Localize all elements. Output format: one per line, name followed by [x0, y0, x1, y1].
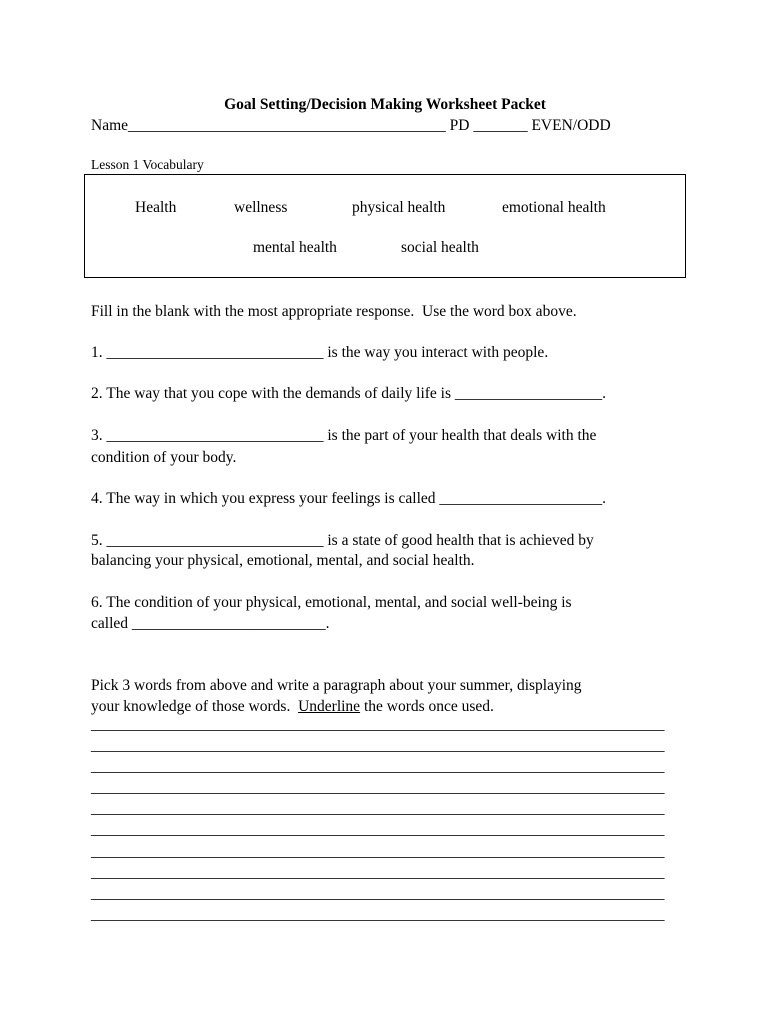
- paragraph-prompt-line-1: Pick 3 words from above and write a paragraph about your summer, displaying: [91, 677, 582, 694]
- writing-line: __________________________________________________________________________: [91, 737, 665, 754]
- writing-line: __________________________________________________________________________: [91, 779, 665, 796]
- prompt-text-before: your knowledge of those words.: [91, 698, 299, 715]
- question-5-line-1: 5. ____________________________ is a state of good health that is achieved by: [91, 532, 594, 549]
- question-2: 2. The way that you cope with the demands of daily life is ___________________.: [91, 385, 607, 402]
- vocab-word-emotional-health: emotional health: [502, 199, 606, 216]
- question-3-line-2: condition of your body.: [91, 449, 237, 466]
- question-3-line-1: 3. ____________________________ is the part of your health that deals with the: [91, 427, 597, 444]
- question-4: 4. The way in which you express your feelings is called _____________________.: [91, 490, 607, 507]
- question-6-line-1: 6. The condition of your physical, emotional, mental, and social well-being is: [91, 594, 572, 611]
- writing-line: __________________________________________________________________________: [91, 821, 665, 838]
- question-6-line-2: called _________________________.: [91, 615, 330, 632]
- vocab-word-social-health: social health: [401, 239, 479, 256]
- prompt-text-after: the words once used.: [360, 698, 494, 715]
- lesson-label: Lesson 1 Vocabulary: [91, 157, 204, 172]
- writing-line: __________________________________________________________________________: [91, 758, 665, 775]
- name-period-line: Name_________________________________________ PD _______ EVEN/ODD: [91, 117, 611, 134]
- underline-word: Underline: [298, 698, 361, 715]
- vocab-word-health: Health: [135, 199, 177, 216]
- vocab-word-physical-health: physical health: [352, 199, 446, 216]
- writing-line: __________________________________________________________________________: [91, 800, 665, 817]
- writing-line: __________________________________________________________________________: [91, 843, 665, 860]
- vocab-word-wellness: wellness: [234, 199, 288, 216]
- writing-line: __________________________________________________________________________: [91, 716, 665, 733]
- writing-line: __________________________________________________________________________: [91, 864, 665, 881]
- vocabulary-word-box: [84, 174, 686, 278]
- paragraph-prompt-line-2: [91, 698, 494, 716]
- question-5-line-2: balancing your physical, emotional, mental, and social health.: [91, 552, 475, 569]
- worksheet-title: Goal Setting/Decision Making Worksheet Packet: [224, 96, 546, 113]
- writing-line: __________________________________________________________________________: [91, 906, 665, 923]
- vocab-word-mental-health: mental health: [253, 239, 337, 256]
- instructions: Fill in the blank with the most appropriate response. Use the word box above.: [91, 303, 577, 320]
- question-1: 1. ____________________________ is the way you interact with people.: [91, 344, 549, 361]
- writing-line: __________________________________________________________________________: [91, 885, 665, 902]
